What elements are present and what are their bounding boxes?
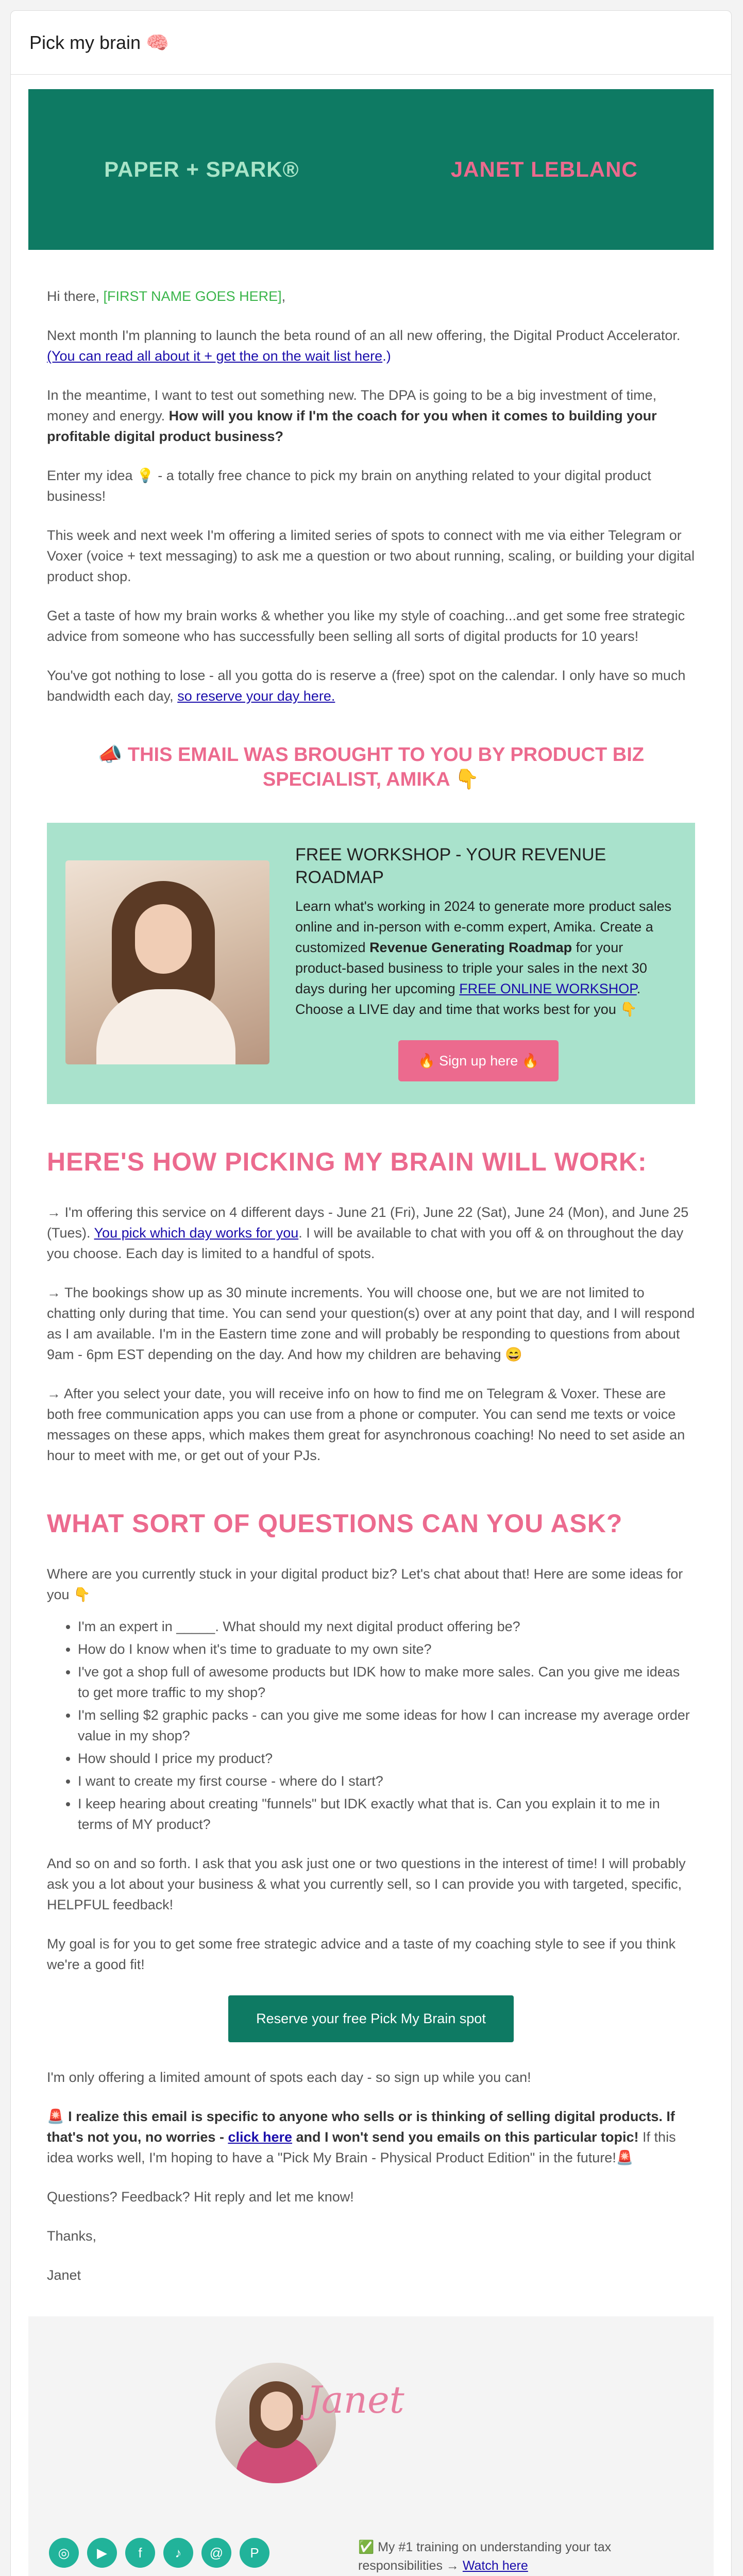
signature-name: Janet [47, 2267, 81, 2283]
tiktok-icon[interactable]: ♪ [163, 2538, 193, 2568]
sponsor-ad [47, 823, 695, 1104]
sign-off: Thanks, [47, 2228, 97, 2244]
watch-here-link[interactable]: Watch here [462, 2558, 528, 2573]
limited-spots-text: I'm only offering a limited amount of spots each day - so sign up while you can! [47, 2070, 531, 2085]
pinterest-icon[interactable]: P [240, 2538, 269, 2568]
feedback-text: Questions? Feedback? Hit reply and let me know! [47, 2189, 354, 2205]
reserve-day-link[interactable]: so reserve your day here. [177, 688, 335, 704]
email-subject: Pick my brain 🧠 [29, 31, 169, 53]
how-it-works-heading: HERE'S HOW PICKING MY BRAIN WILL WORK: [47, 1147, 647, 1176]
signature-block [28, 2316, 714, 2576]
how-paragraph-2: → The bookings show up as 30 minute increments. You will choose one, but we are not limited to chatting only during that time. You can send your question(s) over at any point that day, and I will respond as I am available. I'm in the Eastern time zone and will probably be responding to questions from about 9am - 6pm EST depending on the day. And how my children are behaving 😄 [47, 1285, 695, 1362]
list-item: • I'm selling $2 graphic packs - can you give me some ideas for how I can increase my average order value in my shop? [78, 1705, 695, 1746]
first-name-merge-tag: [FIRST NAME GOES HERE] [103, 289, 282, 304]
facebook-icon[interactable]: f [125, 2538, 155, 2568]
sign-up-button[interactable]: 🔥 Sign up here 🔥 [398, 1040, 559, 1081]
email-body [28, 75, 714, 2576]
ad-title: FREE WORKSHOP - YOUR REVENUE ROADMAP [295, 845, 606, 887]
tax-training-line: ✅ My #1 training on understanding your tax responsibilities → Watch here [358, 2540, 612, 2573]
intro-paragraph-6: You've got nothing to lose - all you gotta do is reserve a (free) spot on the calendar. I only have so much bandwidth each day, so reserve your day here. [47, 668, 686, 704]
free-workshop-link[interactable]: FREE ONLINE WORKSHOP [459, 981, 637, 996]
intro-paragraph-3: Enter my idea 💡 - a totally free chance to pick my brain on anything related to your digital product business! [47, 468, 651, 504]
pick-day-link[interactable]: You pick which day works for you [94, 1225, 299, 1241]
author-name: JANET LEBLANC [450, 157, 638, 181]
reserve-spot-button[interactable]: Reserve your free Pick My Brain spot [228, 1995, 514, 2042]
social-links [49, 2538, 269, 2568]
opt-out-paragraph: 🚨 I realize this email is specific to anyone who sells or is thinking of selling digital products. If that's not you, no worries - click here and I won't send you emails on this particular topic! If this idea works well, I'm hoping to have a "Pick My Brain - Physical Product Edition" in the future!🚨 [47, 2109, 676, 2165]
sponsor-photo [65, 860, 269, 1064]
email-window [10, 10, 732, 2576]
greeting: Hi there, [FIRST NAME GOES HERE], [47, 289, 286, 304]
intro-paragraph-4: This week and next week I'm offering a limited series of spots to connect with me via either Telegram or Voxer (voice + text messaging) to ask me a question or two about running, scaling, or building your digital product shop. [47, 528, 695, 584]
header-banner [28, 89, 714, 250]
subject-bar [11, 11, 731, 75]
opt-out-link[interactable]: click here [228, 2129, 293, 2145]
questions-paragraph-2: My goal is for you to get some free strategic advice and a taste of my coaching style to see if you think we're a good fit! [47, 1936, 676, 1972]
youtube-icon[interactable]: ▶ [87, 2538, 117, 2568]
sponsor-heading: 📣 THIS EMAIL WAS BROUGHT TO YOU BY PRODUCT BIZ SPECIALIST, AMIKA 👇 [97, 744, 644, 790]
how-paragraph-3: → After you select your date, you will receive info on how to find me on Telegram & Voxer. These are both free communication apps you can use from a phone or computer. You can send me texts or voice messages on these apps, which makes them great for asynchronous coaching! No need to set aside an hour to meet with me, or get out of your PJs. [47, 1386, 685, 1463]
how-paragraph-1: → I'm offering this service on 4 different days - June 21 (Fri), June 22 (Sat), June 24 (Mon), and June 25 (Tues). You pick which day works for you. I will be available to chat with you off & on throughout the day you choose. Each day is limited to a handful of spots. [47, 1205, 689, 1261]
list-item: • How do I know when it's time to graduate to my own site? [78, 1639, 695, 1659]
questions-intro: Where are you currently stuck in your digital product biz? Let's chat about that! Here are some ideas for you 👇 [47, 1566, 683, 1602]
list-item: • I keep hearing about creating "funnels" but IDK exactly what that is. Can you explain it to me in terms of MY product? [78, 1793, 695, 1835]
list-item: • I want to create my first course - where do I start? [78, 1771, 695, 1791]
questions-paragraph-1: And so on and so forth. I ask that you ask just one or two questions in the interest of time! I will probably ask you a lot about your business & what you currently sell, so I can provide you with targeted, specific, HELPFUL feedback! [47, 1856, 686, 1912]
questions-heading: WHAT SORT OF QUESTIONS CAN YOU ASK? [47, 1509, 623, 1538]
brand-logo: PAPER + SPARK® [104, 157, 299, 181]
questions-list [47, 1616, 695, 1835]
script-signature: Janet [307, 2378, 404, 2421]
intro-paragraph-5: Get a taste of how my brain works & whether you like my style of coaching...and get some free strategic advice from someone who has successfully been selling all sorts of digital products for 10 years! [47, 608, 685, 644]
list-item: • I'm an expert in _____. What should my next digital product offering be? [78, 1616, 695, 1637]
threads-icon[interactable]: @ [201, 2538, 231, 2568]
ad-description: Learn what's working in 2024 to generate more product sales online and in-person with e-comm expert, Amika. Create a customized Revenue Generating Roadmap for your product-based business to triple your sales in the next 30 days during her upcoming FREE ONLINE WORKSHOP. Choose a LIVE day and time that works best for you 👇 [295, 899, 672, 1017]
intro-paragraph-2: In the meantime, I want to test out something new. The DPA is going to be a big investment of time, money and energy. How will you know if I'm the coach for you when it comes to building your profitable digital product business? [47, 387, 657, 444]
list-item: • How should I price my product? [78, 1748, 695, 1769]
wait-list-here-link[interactable]: here [354, 348, 383, 364]
intro-paragraph-1: Next month I'm planning to launch the beta round of an all new offering, the Digital Product Accelerator. (You can read all about it + get the on the wait list here.) [47, 328, 681, 364]
list-item: • I've got a shop full of awesome products but IDK how to make more sales. Can you give me ideas to get more traffic to my shop? [78, 1662, 695, 1703]
instagram-icon[interactable]: ◎ [49, 2538, 79, 2568]
